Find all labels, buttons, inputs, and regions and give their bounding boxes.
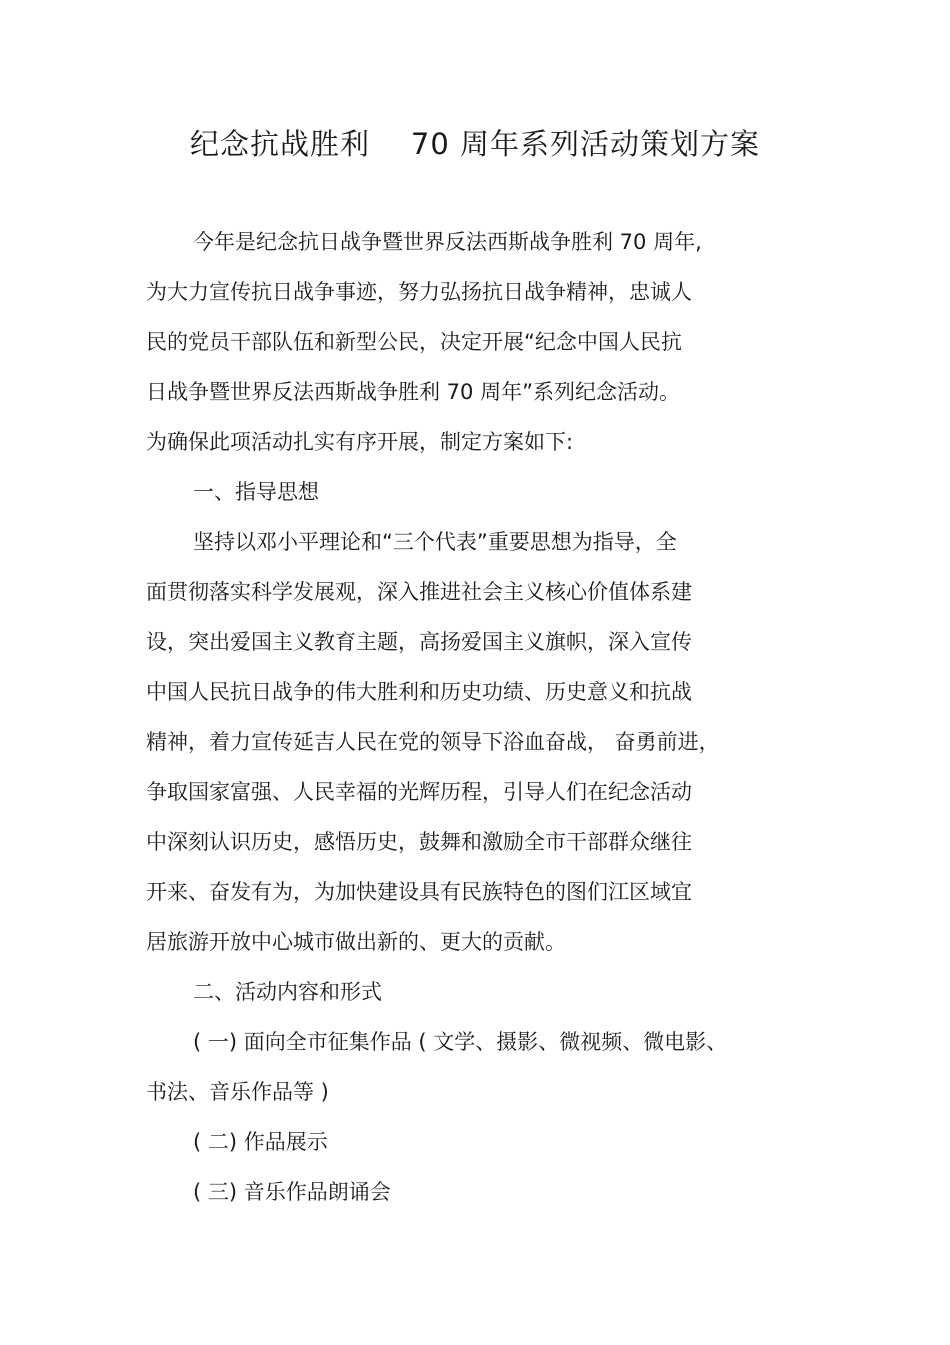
paragraph-line: 面贯彻落实科学发展观，深入推进社会主义核心价值体系建 bbox=[146, 580, 692, 604]
list-item: ( 三) 音乐作品朗诵会 bbox=[193, 1180, 391, 1204]
list-item: ( 一) 面向全市征集作品 ( 文学、摄影、微视频、微电影、 bbox=[193, 1030, 728, 1054]
paragraph-line: 中国人民抗日战争的伟大胜利和历史功绩、历史意义和抗战 bbox=[146, 680, 692, 704]
paragraph-line: 为大力宣传抗日战争事迹，努力弘扬抗日战争精神，忠诚人 bbox=[146, 280, 692, 304]
paragraph-line: 今年是纪念抗日战争暨世界反法西斯战争胜利 70 周年, bbox=[193, 230, 702, 254]
list-item-continuation: 书法、音乐作品等 ) bbox=[146, 1080, 329, 1104]
paragraph-line: 民的党员干部队伍和新型公民，决定开展“纪念中国人民抗 bbox=[146, 330, 682, 354]
paragraph-line: 开来、奋发有为，为加快建设具有民族特色的图们江区域宜 bbox=[146, 880, 692, 904]
paragraph-line: 设，突出爱国主义教育主题，高扬爱国主义旗帜，深入宣传 bbox=[146, 630, 692, 654]
paragraph-line: 日战争暨世界反法西斯战争胜利 70 周年”系列纪念活动。 bbox=[146, 380, 680, 404]
paragraph-line: 争取国家富强、人民幸福的光辉历程，引导人们在纪念活动 bbox=[146, 780, 692, 804]
paragraph-line: 为确保此项活动扎实有序开展，制定方案如下: bbox=[146, 430, 574, 454]
document-title: 纪念抗战胜利 70 周年系列活动策划方案 bbox=[190, 127, 760, 161]
section-heading: 一、指导思想 bbox=[193, 480, 319, 504]
paragraph-line: 坚持以邓小平理论和“三个代表”重要思想为指导，全 bbox=[193, 530, 677, 554]
paragraph-line: 居旅游开放中心城市做出新的、更大的贡献。 bbox=[146, 930, 566, 954]
paragraph-line: 精神，着力宣传延吉人民在党的领导下浴血奋战， 奋勇前进， bbox=[146, 730, 720, 754]
paragraph-line: 中深刻认识历史，感悟历史，鼓舞和激励全市干部群众继往 bbox=[146, 830, 692, 854]
section-heading: 二、活动内容和形式 bbox=[193, 980, 382, 1004]
list-item: ( 二) 作品展示 bbox=[193, 1130, 328, 1154]
